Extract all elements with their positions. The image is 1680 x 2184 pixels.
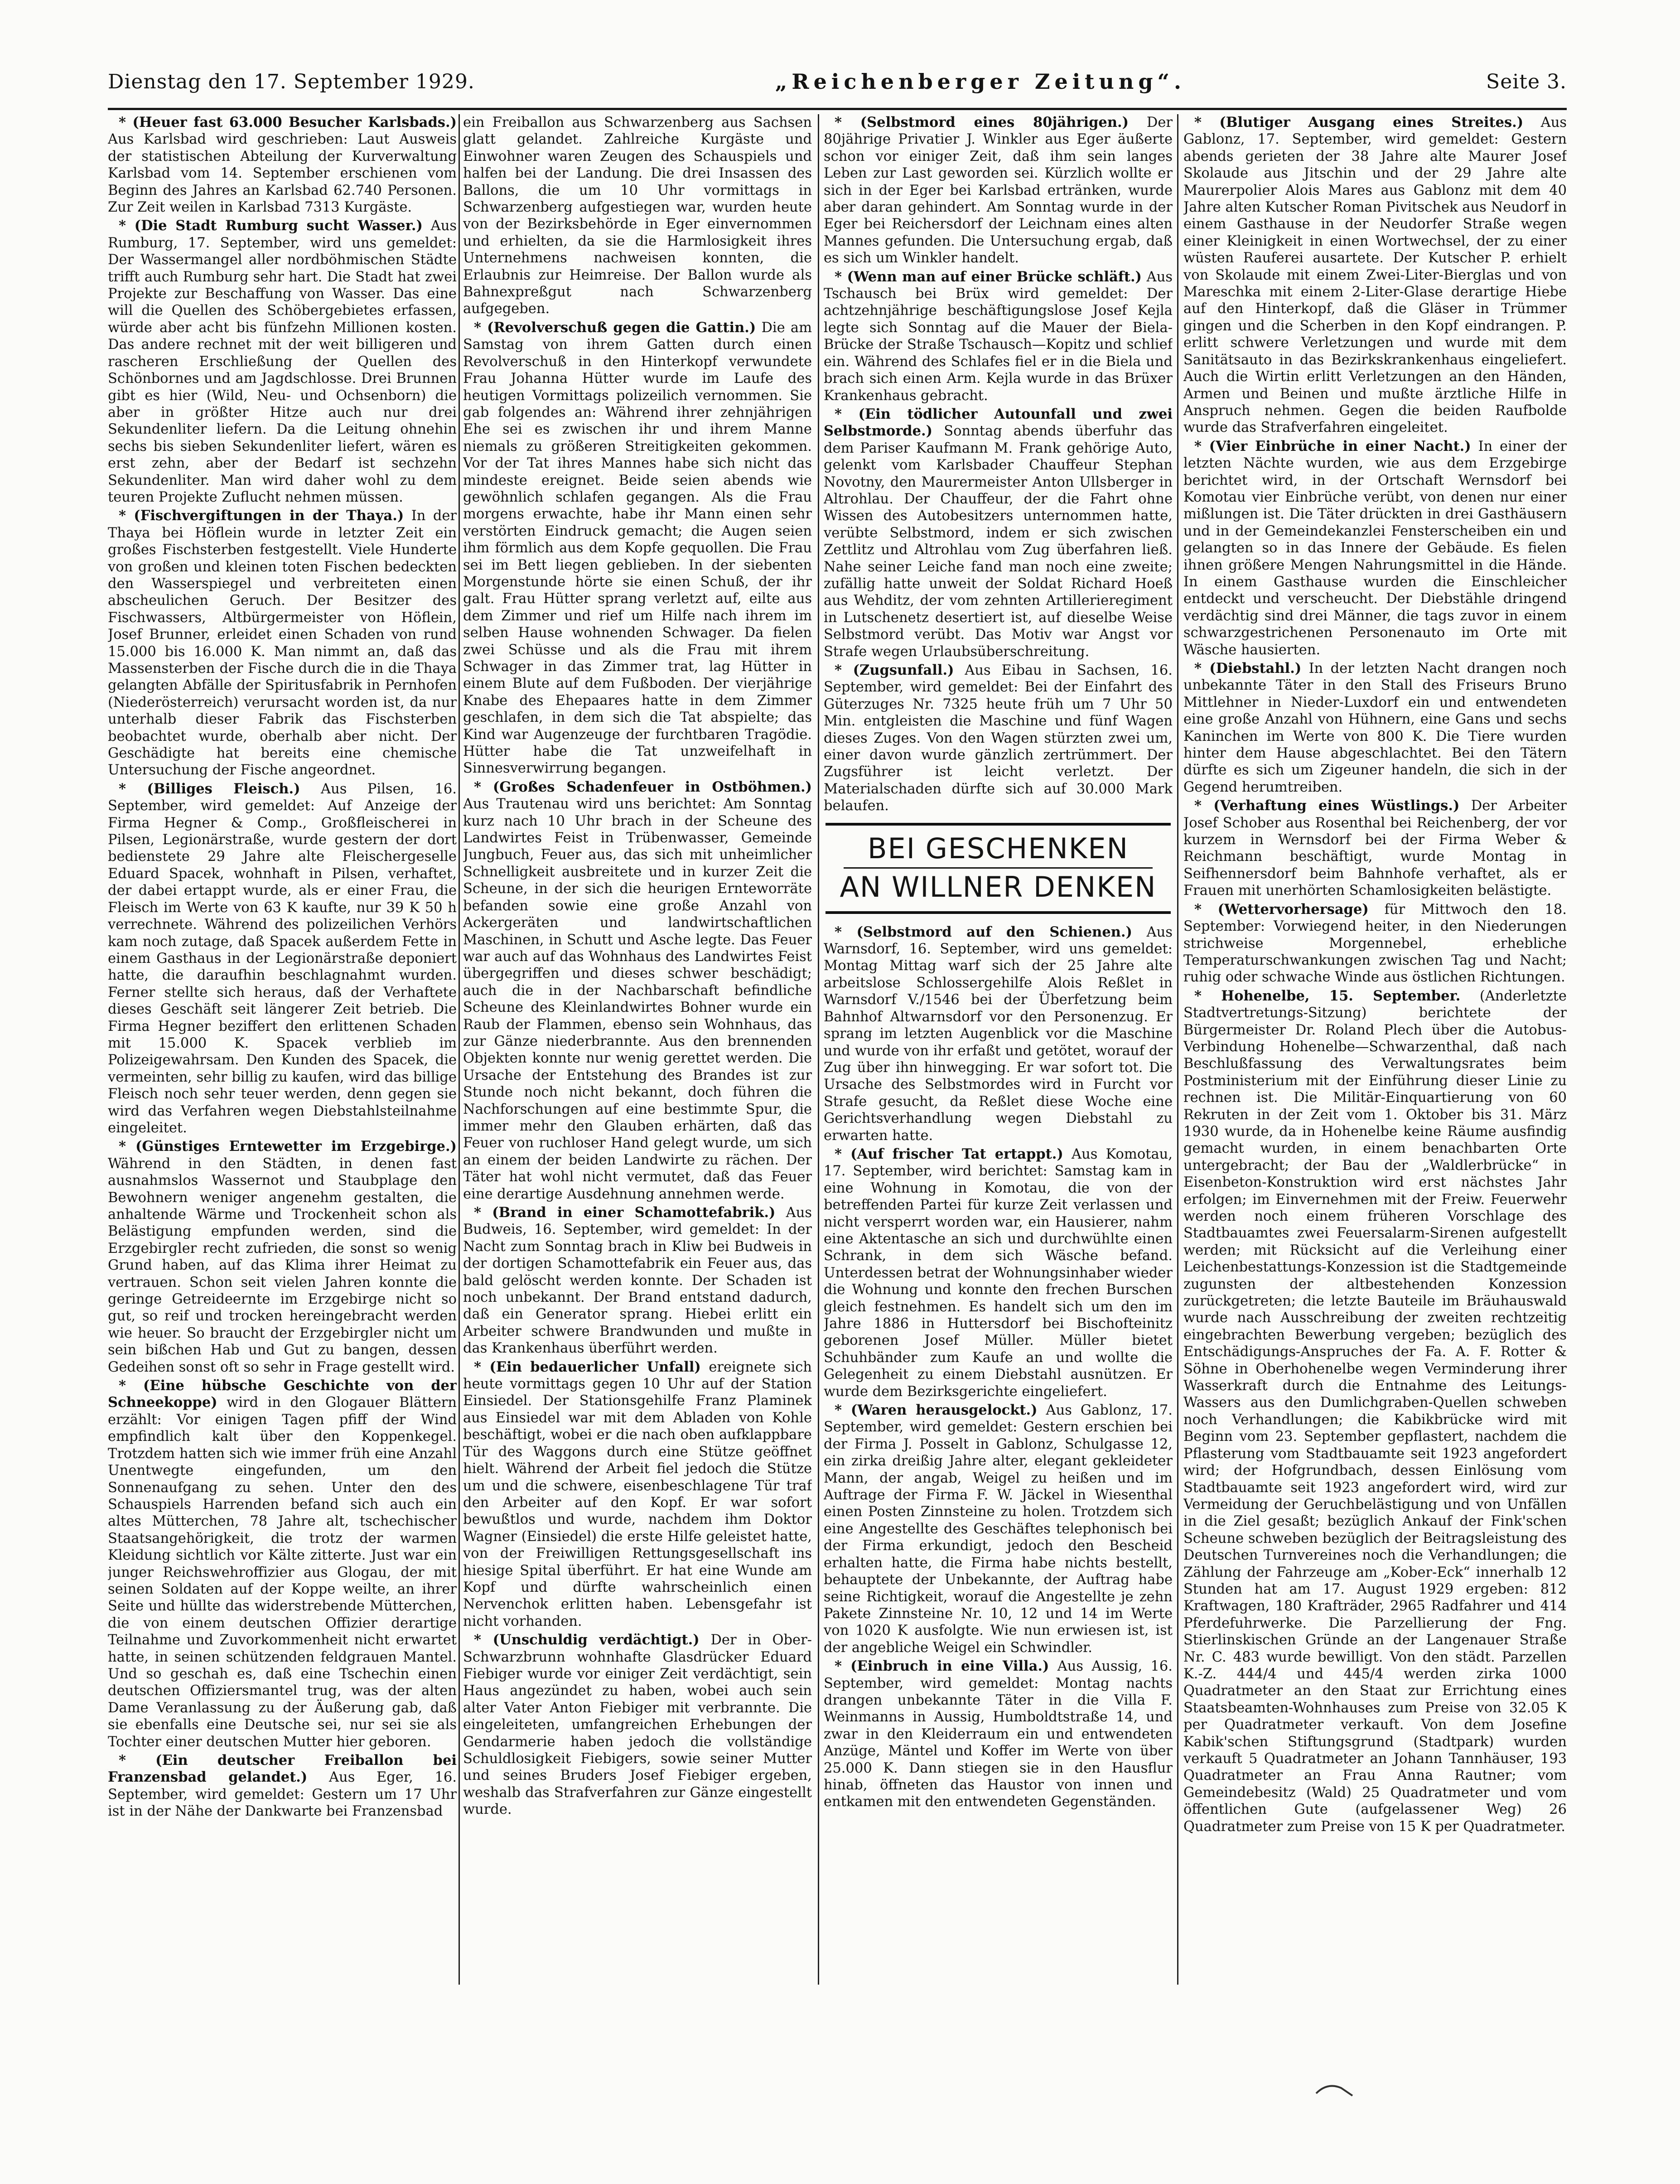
news-article — [1183, 797, 1567, 899]
column-divider — [459, 114, 460, 1985]
article-headline: * (Zugsunfall.) — [835, 662, 954, 678]
scan-mark — [1314, 2080, 1355, 2098]
article-body: ereignete sich heute vormittags gegen 10 Uhr auf der Station Einsiedel. Der Stationsgehilfe Franz Plaminek aus Einsiedel war mit dem Abladen von Kohle beschäftigt, wobei er die nach oben aufklappbare Tür des Waggons durch eine Stütze geöffnet hielt. Während der Arbeit fiel jedoch die Stütze um und die schwere, eisenbeschlagene Tür traf den Arbeiter auf den Kopf. Er war sofort bewußtlos und wurde, nachdem ihm Doktor Wagner (Einsiedel) die erste Hilfe geleistet hatte, von der Freiwilligen Rettungsgesellschaft ins hiesige Spital überführt. Er hat eine Wunde am Kopf und dürfte wahrscheinlich einen Nervenchok erlitten haben. Lebensgefahr ist nicht vorhanden. — [463, 1359, 812, 1629]
news-article — [463, 779, 812, 1203]
article-body: In der Thaya bei Höflein wurde in letzter Zeit ein großes Fischsterben festgestellt. Viele Hunderte von großen und kleinen toten Fischen bedeckten den Wasserspiegel und verbreiteten einen abscheulichen Geruch. Der Besitzer des Fischwassers, Altbürgermeister von Höflein, Josef Brunner, erleidet einen Schaden von rund 15.000 bis 16.000 K. Man nimmt an, daß das Massensterben der Fische durch die in die Thaya gelangten Abfälle der Spiritusfabrik in Pernhofen (Niederösterreich) verursacht worden ist, da nur unterhalb dieser Fabrik das Fischsterben beobachtet wurde, oberhalb aber nicht. Der Geschädigte hat bereits eine chemische Untersuchung der Fische angeordnet. — [108, 508, 457, 778]
article-body: (Anderletzte Stadtvertretungs-Sitzung) berichtete der Bürgermeister Dr. Roland Plech über die Autobus-Verbindung Hohenelbe—Schwarzenthal, daß nach Beschlußfassung des Verwaltungsrates beim Postministerium mit der Einführung dieser Linie zu rechnen ist. Die Militär-Einquartierung von 60 Rekruten in der Zeit vom 1. Oktober bis 31. März 1930 wurde, da in Hohenelbe keine Räume ausfindig gemacht wurden, in einem benachbarten Orte untergebracht; der Bau der „Waldlerbrücke“ in Eisenbeton-Konstruktion wird erst nächstes Jahr erfolgen; im Einvernehmen mit der Freiw. Feuerwehr werden noch einem früheren Vorschlage des Stadtbauamtes zwei Feuersalarm-Sirenen aufgestellt werden; mit Rücksicht auf die Verleihung einer Leichenbestattungs-Konzession ist die Stadtgemeinde zugunsten der altbestehenden Konzession zurückgetreten; die letzte Bauteile im Bräuhauswald wurde nach Ausschreibung der zweiten rechtzeitig eingebrachten Bewerbung vergeben; bezüglich des Entschädigungs-Anspruches der Fa. A. F. Rotter & Söhne in Oberhohenelbe wegen Verminderung ihrer Wasserkraft durch die Entnahme des Leitungs-Wassers aus den Dumlichgraben-Quellen schweben noch Verhandlungen; die Kabikbrücke wird mit Beginn vom 23. September gepflastert, nachdem die Pflasterung vom Stadtbauamte seit 1923 angefordert wird; der Hofgrundbach, dessen Einlösung vom Stadtbauamte seit 1923 angefordert wird, wird zur Vermeidung der Geruchbelästigung und von Unfällen in die Ziel gesaßt; bezüglich Ankauf der Fink'schen Scheune schweben bezüglich der Beitragsleistung des Deutschen Turnvereines noch die Verhandlungen; die Zählung der Fahrzeuge am „Kober-Eck“ innerhalb 12 Stunden hat am 17. August 1929 ergeben: 812 Kraftwagen, 180 Krafträder, 2965 Radfahrer und 414 Pferdefuhrwerke. Die Parzellierung der Fng. Stierlinskischen Gründe an der Langenauer Straße Nr. C. 483 wurde bewilligt. Von den städt. Parzellen K.-Z. 444/4 und 445/4 werden zirka 1000 Quadratmeter an den Staat zur Errichtung eines Staatsbeamten-Wohnhauses zum Preise von 32.05 K per Quadratmeter verkauft. Von dem Josefine Kabik'schen Stiftungsgrund (Stadtpark) wurden verkauft 5 Quadratmeter an Johann Tannhäuser, 193 Quadratmeter an Frau Anna Rautner; vom Gemeindebesitz (Wald) 25 Quadratmeter und vom öffentlichen Gute (aufgelassener Weg) 26 Quadratmeter zum Preise von 15 K per Quadratmeter. — [1183, 988, 1567, 1835]
news-article — [463, 114, 812, 318]
article-body: Aus Tschausch bei Brüx wird gemeldet: Der achtzehnjährige beschäftigungslose Josef Kejla legte sich Sonntag auf die Mauer der Biela-Brücke der Straße Tschausch—Kopitz und schlief ein. Während des Schlafes fiel er in die Biela und brach sich einen Arm. Kejla wurde in das Brüxer Krankenhaus gebracht. — [824, 269, 1173, 404]
ad-line: AN WILLNER DENKEN — [840, 870, 1157, 904]
article-headline: * (Großes Schadenfeuer in Ostböhmen.) — [474, 778, 812, 795]
article-headline: * (Auf frischer Tat ertappt.) — [835, 1145, 1063, 1162]
article-body: Aus Budweis, 16. September, wird gemeldet: In der Nacht zum Sonntag brach in Kliw bei Budweis in der dortigen Schamottefabrik ein Feuer aus, das bald gelöscht werden konnte. Der Schaden ist noch unbekannt. Der Brand entstand dadurch, daß ein Generator sprang. Hiebei erlitt ein Arbeiter schwere Brandwunden und mußte in das Krankenhaus überführt werden. — [463, 1205, 812, 1357]
article-headline: * (Waren herausgelockt.) — [835, 1402, 1038, 1419]
article-headline: * (Diebstahl.) — [1194, 660, 1302, 676]
news-article — [108, 114, 457, 216]
page-number: Seite 3. — [1486, 70, 1567, 93]
article-body: Der 80jährige Privatier J. Winkler aus Eger äußerte schon vor einiger Zeit, daß ihm sein langes Leben zur Last geworden sei. Kürzlich wollte er sich in der Eger bei Karlsbad ertränken, wurde aber daran gehindert. Am Sonntag wurde in der Eger bei Reichersdorf der Leichnam eines alten Mannes gefunden. Die Untersuchung ergab, daß es sich um Winkler handelt. — [824, 115, 1173, 266]
article-body: Aus Warnsdorf, 16. September, wird uns gemeldet: Montag Mittag warf sich der 25 Jahre alte arbeitslose Schlossergehilfe Alois Reßlet in Warnsdorf V./1546 bei der Überfetzung beim Bahnhof Altwarnsdorf vor den Personenzug. Er sprang im letzten Augenblick vor die Maschine und wurde von ihr erfaßt und getötet, worauf der Zug über ihn hinwegging. Er war sofort tot. Die Ursache des Selbstmordes wird in Furcht vor Strafe gesucht, da Reßlet diese Woche eine Gerichtsverhandlung wegen Diebstahl zu erwarten hatte. — [824, 924, 1173, 1144]
article-headline: * (Ein deutscher Freiballon bei Franzensbad gelandet.) — [108, 1752, 457, 1786]
article-body: In der letzten Nacht drangen noch unbekannte Täter in den Stall des Friseurs Bruno Mittlehner in Nieder-Luxdorf ein und entwendeten eine große Anzahl von Hühnern, eine Gans und sechs Kaninchen im Werte von 800 K. Die Tiere wurden hinter dem Hause abgeschlachtet. Bei den Tätern dürfte es sich um Zigeuner handeln, die sich in der Gegend herumtreiben. — [1183, 661, 1567, 795]
column-2 — [463, 114, 812, 1994]
column-divider — [818, 114, 819, 1985]
ad-line: BEI GESCHENKEN — [868, 831, 1129, 865]
article-headline: * (Blutiger Ausgang eines Streites.) — [1194, 114, 1524, 130]
article-headline: * (Eine hübsche Geschichte von der Schneekoppe) — [108, 1377, 457, 1411]
news-article — [1183, 901, 1567, 986]
article-headline: * (Die Stadt Rumburg sucht Wasser.) — [119, 217, 423, 234]
news-article — [108, 781, 457, 1137]
news-article — [108, 507, 457, 779]
news-article — [108, 217, 457, 506]
article-body: Der in Ober-Schwarzbrunn wohnhafte Glasdrücker Eduard Fiebiger wurde vor einiger Zeit verdächtigt, sein Haus angezündet zu haben, wobei auch sein alter Vater Anton Fiebiger mit verbrannte. Die eingeleiteten, umfangreichen Erhebungen der Gendarmerie haben jedoch die vollständige Schuldlosigkeit Fiebigers, sowie seiner Mutter und seines Bruders Josef Fiebiger ergeben, weshalb das Strafverfahren zur Gänze eingestellt wurde. — [463, 1632, 812, 1818]
article-headline: * (Einbruch in eine Villa.) — [835, 1658, 1049, 1675]
article-body: für Mittwoch den 18. September: Vorwiegend heiter, in den Niederungen strichweise Morgennebel, erhebliche Temperaturschwankungen zwischen Tag und Nacht; ruhig oder schwache Winde aus östlichen Richtungen. — [1183, 901, 1567, 986]
article-headline: * (Billiges Fleisch.) — [119, 780, 300, 797]
article-body: wird in den Glogauer Blättern erzählt: Vor einigen Tagen pfiff der Wind empfindlich kalt über den Koppenkegel. Trotzdem hatten sich wie immer früh eine Anzahl Unentwegte eingefunden, um den Sonnenaufgang zu sehen. Unter den des Schauspiels Harrenden befand sich auch ein altes Mütterchen, 78 Jahre alt, tschechischer Staatsangehörigkeit, die trotz der warmen Kleidung sichtlich vor Kälte zitterte. Just war ein junger Reichswehroffizier aus Glogau, der mit seinen Soldaten auf der Koppe weilte, an ihrer Seite und hüllte das widerstrebende Mütterchen, die von einem deutschen Offizier derartige Teilnahme und Zuvorkommenheit nicht erwartet hatte, in seinen schützenden feldgrauen Mantel. Und so geschah es, daß eine Tschechin einen deutschen Offiziersmantel trug, was der alten Dame Veranlassung zu der Äußerung gab, daß sie ebenfalls eine Deutsche sei, nur sei sie als Tochter einer deutschen Mutter hier geboren. — [108, 1395, 457, 1750]
article-headline: * (Selbstmord eines 80jährigen.) — [835, 114, 1129, 130]
page-header — [108, 59, 1567, 104]
header-rule — [108, 108, 1567, 110]
article-headline: * (Ein bedauerlicher Unfall) — [474, 1358, 701, 1375]
news-article — [824, 1146, 1173, 1400]
news-article — [463, 1359, 812, 1630]
news-article — [824, 924, 1173, 1144]
news-article — [463, 319, 812, 777]
article-body: Sonntag abends überfuhr das dem Pariser Kaufmann M. Frank gehörige Auto, gelenkt vom Karlsbader Chauffeur Stephan Novotny, den Maurermeister Anton Ullsberger in Altrohlau. Der Chauffeur, der die Fahrt ohne Wissen des Autobesitzers unternommen hatte, verübte Selbstmord, indem er sich zwischen Zettlitz und Altrohlau vom Zug überfahren ließ. Nahe seiner Leiche fand man noch eine zweite; zufällig hatte unweit der Soldat Richard Hoeß aus Wehditz, der vom zehnten Artillerieregiment in Lutschenetz desertiert ist, auf dieselbe Weise Selbstmord verübt. Das Motiv war Angst vor Strafe wegen Urlaubsüberschreitung. — [824, 423, 1173, 660]
article-body: Aus Rumburg, 17. September, wird uns gemeldet: Der Wassermangel aller nordböhmischen Städte trifft auch Rumburg sehr hart. Die Stadt hat zwei Projekte zur Beschaffung von Wasser. Das eine will die Quellen des Schöbergebietes erfassen, würde aber acht bis fünfzehn Millionen kosten. Das andere rechnet mit der weit billigeren und rascheren Erschließung der Quellen des Schönbornes und am Jagdschlosse. Drei Brunnen gibt es hier (Wild, Neu- und Ochsenborn) die aber in größter Hitze auch nur drei Sekundenliter liefern. Da die Leitung ohnehin sechs bis sieben Sekundenliter liefert, wären es erst zehn, aber der Bedarf ist sechzehn Sekundenliter. Man wird daher wohl zu dem teuren Projekte Zuflucht nehmen müssen. — [108, 218, 457, 505]
article-headline: * (Verhaftung eines Wüstlings.) — [1194, 797, 1460, 814]
article-body: Aus Eibau in Sachsen, 16. September, wird gemeldet: Bei der Einfahrt des Güterzuges Nr. 7325 heute früh um 7 Uhr 50 Min. entgleisten die Maschine und fünf Wagen dieses Zuges. Von den Wagen stürzten zwei um, einer davon wurde gänzlich zertrümmert. Der Zugsführer ist leicht verletzt. Der Materialschaden dürfte sich auf 30.000 Mark belaufen. — [824, 662, 1173, 814]
news-article — [463, 1204, 812, 1357]
news-article — [824, 406, 1173, 660]
article-headline: * (Wettervorhersage) — [1194, 901, 1369, 918]
article-body: Der Arbeiter Josef Schober aus Rosenthal bei Reichenberg, der vor kurzem in Wernsdorf bei der Firma Weber & Reichmann beschäftigt, wurde Montag in Seifhennersdorf beim Bahnhofe verhaftet, als er Frauen mit unerhörten Schamlosigkeiten belästigte. — [1183, 798, 1567, 899]
article-body: ein Freiballon aus Schwarzenberg aus Sachsen glatt gelandet. Zahlreiche Kurgäste und Einwohner waren Zeugen des Schauspiels und halfen bei der Landung. Die drei Insassen des Ballons, die um 10 Uhr vormittags in Schwarzenberg aufgestiegen war, wurden heute von der Bezirksbehörde in Eger einvernommen und erhielten, da sie die Harmlosigkeit ihres Unternehmens nachweisen konnten, die Erlaubnis zur Heimreise. Der Ballon wurde als Bahnexpreßgut nach Schwarzenberg aufgegeben. — [463, 115, 812, 317]
news-article — [1183, 114, 1567, 436]
ad-divider — [844, 867, 1153, 869]
article-body: Aus Gablonz, 17. September, wird gemeldet: Gestern erschien bei der Firma J. Posselt in Gablonz, Schulgasse 12, ein zirka dreißig Jahre alter, elegant gekleideter Mann, der angab, Weigel zu heißen und im Auftrage der Firma F. W. Jäckel in Wiesenthal einen Posten Zinnsteine zu holen. Trotzdem sich eine Angestellte des Geschäftes telephonisch bei der Firma erkundigt, jedoch den Bescheid erhalten hatte, die Firma habe nichts bestellt, behauptete der Unbekannte, der Auftrag habe seine Richtigkeit, worauf die Angestellte je zehn Pakete Zinnsteine Nr. 10, 12 und 14 im Werte von 1020 K ausfolgte. Wie nun erwiesen ist, ist der angebliche Weigel ein Schwindler. — [824, 1402, 1173, 1656]
article-body: Aus Trautenau wird uns berichtet: Am Sonntag kurz nach 10 Uhr brach in der Scheune des Landwirtes Feist in Trübenwasser, Gemeinde Jungbuch, Feuer aus, das sich mit unheimlicher Schnelligkeit ausbreitete und in kurzer Zeit die Scheune, in der sich die heurigen Ernteworräte befanden sowie eine große Anzahl von Ackergeräten und landwirtschaftlichen Maschinen, in Schutt und Asche legte. Das Feuer war auch auf das Wohnhaus des Landwirtes Feist übergegriffen und dieses schwer beschädigt; auch die in der Nachbarschaft befindliche Scheune des Kleinlandwirtes Bohner wurde ein Raub der Flammen, ebenso sein Wohnhaus, das zur Gänze niederbrannte. Aus den brennenden Objekten konnte nur wenig gerettet werden. Die Ursache der Entstehung des Brandes ist zur Stunde noch nicht bekannt, doch führen die Nachforschungen auf eine bestimmte Spur, die immer mehr den Glauben erhärten, daß das Feuer von ruchloser Hand gelegt wurde, um sich an einem der beiden Landwirte zu rächen. Der Täter hat wohl nicht vermutet, daß das Feuer eine derartige Ausdehnung annehmen werde. — [463, 796, 812, 1202]
article-headline: * (Selbstmord auf den Schienen.) — [835, 923, 1132, 940]
news-article — [824, 1402, 1173, 1656]
news-article — [824, 1658, 1173, 1811]
article-body: Aus Pilsen, 16. September, wird gemeldet: Auf Anzeige der Firma Hegner & Comp., Großfleischerei in Pilsen, Legionärstraße, wurde gestern der dort bedienstete 29 Jahre alte Fleischergeselle Eduard Spacek, wohnhaft in Pilsen, verhaftet, der dabei ertappt wurde, als er einer Frau, die Fleisch im Werte von 63 K kaufte, nur 39 K 50 h verrechnete. Während des polizeilichen Verhörs kam noch zutage, daß Spacek außerdem Fette in einem Gasthaus in der Legionärstraße deponiert hatte, die daraufhin beschlagnahmt wurden. Ferner stellte sich heraus, daß der Verhaftete dieses Geschäft seit längerer Zeit betrieb. Die Firma Hegner beziffert den erlittenen Schaden mit 15.000 K. Spacek verblieb im Polizeigewahrsam. Den Kunden des Spacek, die vermeinten, sehr billig zu kaufen, wird das billige Fleisch noch sehr teuer werden, denn gegen sie wird das Verfahren wegen Diebstahlsteilnahme eingeleitet. — [108, 781, 457, 1136]
news-article — [108, 1752, 457, 1820]
column-1 — [108, 114, 457, 1994]
article-body: Aus Gablonz, 17. September, wird gemeldet: Gestern abends gerieten der 38 Jahre alte Maurer Josef Skolaude aus Jitschin und der 29 Jahre alte Maurerpolier Alois Mares aus Gablonz mit dem 40 Jahre alten Kutscher Roman Pivitschek aus Neudorf in einem Gasthause in der Neudorfer Straße wegen einer Kleinigkeit in einen Wortwechsel, der zu einer wüsten Rauferei ausartete. Der Kutscher P. erhielt von Skolaude mit einem Zwei-Liter-Bierglas und von Mareschka mit einem 2-Liter-Glase derartige Hiebe auf den Hinterkopf, daß die Gläser in Trümmer gingen und die Scherben in den Kopf eindrangen. P. erlitt schwere Verletzungen und wurde mit dem Sanitätsauto in das Bezirkskrankenhaus eingeliefert. Auch die Wirtin erlitt Verletzungen an den Händen, Armen und Beinen und mußte ärztliche Hilfe in Anspruch nehmen. Gegen die beiden Raufbolde wurde das Strafverfahren eingeleitet. — [1183, 115, 1567, 436]
news-article — [824, 662, 1173, 815]
article-headline: * (Unschuldig verdächtigt.) — [474, 1632, 700, 1648]
header-date: Dienstag den 17. September 1929. — [108, 70, 475, 93]
news-article — [108, 1377, 457, 1750]
article-headline: * (Ein tödlicher Autounfall und zwei Selbstmorde.) — [824, 406, 1173, 440]
article-body: Aus Komotau, 17. September, wird berichtet: Samstag kam in eine Wohnung in Komotau, die von der betreffenden Partei für kurze Zeit verlassen und nicht versperrt worden war, ein Hausierer, nahm eine Aktentasche an sich und durchwühlte einen Schrank, in dem sich Wäsche befand. Unterdessen betrat der Wohnungsinhaber wieder die Wohnung und konnte den frechen Burschen gleich festnehmen. Es handelt sich um den im Jahre 1886 in Huttersdorf bei Bischofteinitz geborenen Josef Müller. Müller bietet Schuhbänder zum Kaufe an und wollte die Gelegenheit zu einem Diebstahl ausnützen. Er wurde dem Bezirksgerichte eingeliefert. — [824, 1146, 1173, 1400]
article-headline: * (Brand in einer Schamottefabrik.) — [474, 1204, 776, 1221]
article-body: Aus Karlsbad wird geschrieben: Laut Ausweis der statistischen Abteilung der Kurverwaltung Karlsbad vom 14. September erschienen vom Beginn des Jahres an Karlsbad 62.740 Personen. Zur Zeit weilen in Karlsbad 7313 Kurgäste. — [108, 131, 457, 216]
article-body: Während in den Städten, in denen fast ausnahmslos Wassernot und Staubplage den Bewohnern weniger angenehm gestalten, die anhaltende Wärme und Trockenheit schon als Belästigung empfunden werden, sind die Erzgebirgler recht zufrieden, die sonst so wenig Grund haben, auf das Klima ihrer Heimat zu vertrauen. Schon seit vielen Jahren konnte die geringe Getreideernte im Erzgebirge nicht so gut, so reif und trocken hereingebracht werden wie heuer. So braucht der Erzgebirgler nicht um sein bißchen Hab und Gut zu bangen, dessen Gedeihen sonst oft so sehr in Frage gestellt wird. — [108, 1155, 457, 1375]
news-article — [824, 114, 1173, 267]
newspaper-title: „Reichenberger Zeitung“. — [775, 69, 1186, 94]
news-article — [1183, 438, 1567, 658]
article-headline: * Hohenelbe, 15. September. — [1194, 987, 1461, 1004]
article-headline: * (Heuer fast 63.000 Besucher Karlsbads.) — [119, 114, 457, 130]
news-article — [108, 1138, 457, 1376]
article-body: In einer der letzten Nächte wurden, wie aus dem Erzgebirge berichtet wird, in der Ortschaft Wernsdorf bei Komotau vier Einbrüche verübt, von denen nur einer mißlungen ist. Die Täter drückten in drei Gasthäusern und in der Gemeindekanzlei Fensterscheiben ein und gelangten so in das Innere der Gebäude. Es fielen ihnen größere Mengen Nahrungsmittel in die Hände. In einem Gasthause wurden die Einschleicher entdeckt und verscheucht. Der Diebstähle dringend verdächtig sind drei Männer, die tags zuvor in einem schwarzgestrichenen Personenauto im Orte mit Wäsche hausierten. — [1183, 438, 1567, 658]
article-headline: * (Wenn man auf einer Brücke schläft.) — [835, 268, 1142, 285]
article-headline: * (Fischvergiftungen in der Thaya.) — [119, 507, 404, 524]
article-body: Aus Aussig, 16. September, wird gemeldet: Montag nachts drangen unbekannte Täter in die Villa F. Weinmanns in Aussig, Humboldtstraße 14, und zwar in den Kleiderraum ein und entwendeten Anzüge, Mäntel und Koffer im Werte von über 25.000 K. Dann stiegen sie in den Hausflur hinab, öffneten das Haustor von innen und entkamen mit den entwendeten Gegenständen. — [824, 1658, 1173, 1810]
article-body: Aus Eger, 16. September, wird gemeldet: Gestern um 17 Uhr ist in der Nähe der Dankwarte bei Franzensbad — [108, 1769, 457, 1820]
article-body: Die am Samstag von ihrem Gatten durch einen Revolverschuß in den Hinterkopf verwundete Frau Johanna Hütter wurde im Laufe des heutigen Vormittags polizeilich vernommen. Sie gab folgendes an: Während ihrer zehnjährigen Ehe sei es zwischen ihr und ihrem Manne niemals zu größeren Streitigkeiten gekommen. Vor der Tat ihres Mannes habe sich nicht das mindeste ereignet. Beide seien abends wie gewöhnlich schlafen gegangen. Als die Frau morgens erwachte, habe ihr Mann einen sehr verstörten Eindruck gemacht; die Augen seien ihm förmlich aus dem Kopfe gequollen. Die Frau sei im Bett liegen geblieben. In der siebenten Morgenstunde hörte sie einen Schuß, der ihr galt. Frau Hütter sprang verletzt auf, eilte aus dem Zimmer und rief um Hilfe nach ihrem im selben Hause wohnenden Schwager. Da fielen zwei Schüsse und als die Frau mit ihrem Schwager in das Zimmer trat, lag Hütter in einem Blute auf dem Fußboden. Der vierjährige Knabe des Ehepaares hatte in dem Zimmer geschlafen, in dem sich die Tat abspielte; das Kind war Augenzeuge der furchtbaren Tragödie. Hütter habe die Tat unzweifelhaft in Sinnesverwirrung begangen. — [463, 319, 812, 777]
advertisement-banner — [826, 823, 1171, 914]
column-divider — [1177, 114, 1178, 1985]
news-article — [463, 1632, 812, 1818]
article-headline: * (Revolverschuß gegen die Gattin.) — [474, 319, 756, 336]
news-article — [824, 269, 1173, 404]
column-3 — [824, 114, 1173, 1994]
column-4 — [1183, 114, 1567, 1994]
article-headline: * (Vier Einbrüche in einer Nacht.) — [1194, 438, 1471, 454]
article-headline: * (Günstiges Erntewetter im Erzgebirge.) — [119, 1138, 457, 1155]
news-article — [1183, 988, 1567, 1835]
news-article — [1183, 660, 1567, 796]
